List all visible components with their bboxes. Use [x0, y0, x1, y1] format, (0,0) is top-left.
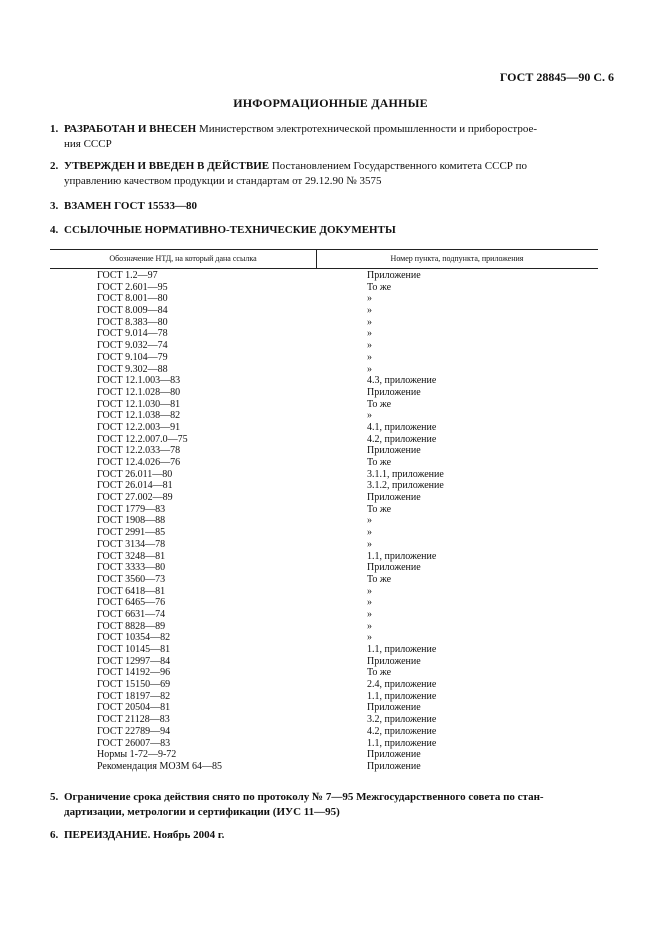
item-heading: ССЫЛОЧНЫЕ НОРМАТИВНО-ТЕХНИЧЕСКИЕ ДОКУМЕНТЫ — [64, 224, 396, 236]
reference-location: Приложение — [367, 702, 421, 714]
table-row — [50, 691, 598, 703]
info-item-3 — [50, 199, 598, 214]
item-text: Постановлением Государственного комитета СССР по — [269, 160, 528, 172]
document-designation: ГОСТ 3560—73 — [97, 573, 166, 585]
reference-location: » — [367, 527, 372, 539]
reference-location: » — [367, 597, 372, 609]
reference-location: Приложение — [367, 562, 421, 574]
table-row — [50, 656, 598, 668]
document-designation: Нормы 1-72—9-72 — [97, 749, 177, 761]
document-designation: ГОСТ 8.383—80 — [97, 316, 168, 328]
item-number: 4. — [50, 224, 59, 236]
reference-location: 3.1.1, приложение — [367, 468, 444, 480]
reference-location: То же — [367, 667, 392, 679]
document-designation: ГОСТ 21128—83 — [97, 714, 170, 726]
table-row — [50, 644, 598, 656]
reference-location: 4.2, приложение — [367, 725, 437, 737]
table-row — [50, 597, 598, 609]
item-text-continued: управлению качеством продукции и стандартам от 29.12.90 № 3575 — [64, 175, 382, 187]
table-row — [50, 364, 598, 376]
document-designation: ГОСТ 27.002—89 — [97, 492, 173, 504]
reference-location: » — [367, 340, 372, 352]
document-designation: ГОСТ 6465—76 — [97, 597, 166, 609]
table-row — [50, 621, 598, 633]
reference-location: 1.1, приложение — [367, 737, 437, 749]
document-designation: ГОСТ 10145—81 — [97, 644, 171, 655]
document-designation: ГОСТ 9.014—78 — [97, 328, 168, 340]
reference-location: Приложение — [367, 270, 421, 281]
item-number: 6. — [50, 829, 59, 841]
reference-location: То же — [367, 281, 392, 293]
document-designation: ГОСТ 3333—80 — [97, 562, 166, 574]
table-row — [50, 352, 598, 364]
reference-location: » — [367, 328, 372, 340]
document-designation: ГОСТ 12.2.033—78 — [97, 445, 181, 457]
reference-location: » — [367, 620, 372, 632]
item-text-continued: ния СССР — [64, 138, 112, 150]
table-row — [50, 702, 598, 714]
reference-location: То же — [367, 398, 392, 410]
document-designation: ГОСТ 26.014—81 — [97, 480, 173, 492]
document-designation: ГОСТ 3134—78 — [97, 538, 166, 550]
reference-location: 2.4, приложение — [367, 679, 437, 691]
reference-location: Приложение — [367, 445, 421, 457]
table-row — [50, 375, 598, 387]
reference-location: То же — [367, 457, 392, 468]
table-row — [50, 434, 598, 446]
reference-location: Приложение — [367, 655, 421, 667]
document-designation: ГОСТ 18197—82 — [97, 690, 171, 702]
document-designation: ГОСТ 12.1.028—80 — [97, 386, 181, 398]
document-designation: ГОСТ 9.104—79 — [97, 351, 168, 363]
table-row — [50, 469, 598, 481]
table-row — [50, 761, 598, 773]
table-row — [50, 609, 598, 621]
reference-location: Приложение — [367, 492, 421, 504]
table-row — [50, 340, 598, 352]
document-designation: ГОСТ 6418—81 — [97, 585, 166, 597]
item-heading: УТВЕРЖДЕН И ВВЕДЕН В ДЕЙСТВИЕ — [64, 160, 270, 172]
item-number: 3. — [50, 200, 59, 212]
table-row — [50, 574, 598, 586]
table-row — [50, 293, 598, 305]
table-row — [50, 445, 598, 457]
info-item-1 — [50, 122, 598, 152]
reference-location: Приложение — [367, 749, 421, 761]
document-designation: ГОСТ 12.4.026—76 — [97, 457, 181, 468]
item-text: ПЕРЕИЗДАНИЕ. Ноябрь 2004 г. — [64, 829, 225, 841]
column-header-document: Обозначение НТД, на который дана ссылка — [109, 254, 257, 263]
reference-location: » — [367, 608, 372, 620]
reference-location: » — [367, 632, 372, 644]
reference-location: 4.1, приложение — [367, 421, 437, 433]
table-row — [50, 387, 598, 399]
table-row — [50, 282, 598, 294]
reference-location: То же — [367, 573, 392, 585]
table-row — [50, 667, 598, 679]
document-designation: ГОСТ 10354—82 — [97, 632, 171, 644]
document-designation: ГОСТ 20504—81 — [97, 702, 171, 714]
table-row — [50, 726, 598, 738]
document-designation: ГОСТ 26007—83 — [97, 737, 171, 749]
info-item-4 — [50, 223, 598, 238]
reference-location: То же — [367, 503, 392, 515]
item-number: 2. — [50, 160, 59, 172]
item-text: Ограничение срока действия снято по протоколу № 7—95 Межгосударственного совета по стан- — [64, 791, 544, 803]
item-text-continued: дартизации, метрологии и сертификации (ИУС 11—95) — [64, 806, 340, 818]
table-row — [50, 422, 598, 434]
table-row — [50, 305, 598, 317]
document-designation: Рекомендация МОЗМ 64—85 — [97, 760, 222, 772]
table-row — [50, 457, 598, 469]
table-row — [50, 270, 598, 282]
table-row — [50, 515, 598, 527]
document-designation: ГОСТ 15150—69 — [97, 679, 171, 691]
table-row — [50, 492, 598, 504]
document-designation: ГОСТ 1908—88 — [97, 515, 166, 527]
table-row — [50, 527, 598, 539]
table-row — [50, 586, 598, 598]
table-row — [50, 317, 598, 329]
section-title: ИНФОРМАЦИОННЫЕ ДАННЫЕ — [233, 96, 428, 110]
document-designation: ГОСТ 1.2—97 — [97, 270, 158, 281]
table-row — [50, 679, 598, 691]
table-row — [50, 738, 598, 750]
table-row — [50, 562, 598, 574]
column-header-reference: Номер пункта, подпункта, приложения — [390, 254, 524, 263]
reference-location: » — [367, 363, 372, 375]
page-header: ГОСТ 28845—90 С. 6 — [499, 70, 614, 84]
reference-location: 3.2, приложение — [367, 714, 437, 726]
info-item-5 — [50, 790, 598, 820]
table-row — [50, 504, 598, 516]
reference-location: 3.1.2, приложение — [367, 480, 444, 492]
item-text: Министерством электротехнической промышленности и приборострое- — [196, 123, 538, 135]
document-designation: ГОСТ 2.601—95 — [97, 281, 168, 293]
table-row — [50, 399, 598, 411]
table-header — [50, 250, 598, 269]
table-row — [50, 632, 598, 644]
reference-location: 1.1, приложение — [367, 644, 437, 655]
document-designation: ГОСТ 6631—74 — [97, 608, 166, 620]
reference-location: » — [367, 410, 372, 422]
table-row — [50, 551, 598, 563]
document-designation: ГОСТ 12.1.030—81 — [97, 398, 181, 410]
table-row — [50, 328, 598, 340]
table-row — [50, 480, 598, 492]
item-heading: ВЗАМЕН ГОСТ 15533—80 — [64, 200, 198, 212]
reference-location: » — [367, 538, 372, 550]
reference-location: 4.2, приложение — [367, 433, 437, 445]
document-designation: ГОСТ 3248—81 — [97, 550, 166, 562]
document-designation: ГОСТ 9.032—74 — [97, 340, 168, 352]
document-designation: ГОСТ 8.009—84 — [97, 305, 168, 317]
document-designation: ГОСТ 12997—84 — [97, 655, 171, 667]
reference-location: » — [367, 316, 372, 328]
reference-location: » — [367, 515, 372, 527]
table-body — [50, 269, 598, 773]
info-item-2 — [50, 159, 598, 189]
document-designation: ГОСТ 22789—94 — [97, 725, 171, 737]
document-designation: ГОСТ 12.2.003—91 — [97, 421, 181, 433]
reference-location: Приложение — [367, 386, 421, 398]
reference-location: Приложение — [367, 760, 421, 772]
document-designation: ГОСТ 8.001—80 — [97, 293, 168, 305]
document-designation: ГОСТ 12.2.007.0—75 — [97, 433, 188, 445]
reference-location: 1.1, приложение — [367, 550, 437, 562]
table-row — [50, 714, 598, 726]
item-number: 1. — [50, 123, 59, 135]
document-designation: ГОСТ 9.302—88 — [97, 363, 168, 375]
reference-location: 1.1, приложение — [367, 690, 437, 702]
reference-location: » — [367, 305, 372, 317]
item-heading: РАЗРАБОТАН И ВНЕСЕН — [64, 123, 197, 135]
reference-location: 4.3, приложение — [367, 375, 437, 387]
reference-location: » — [367, 351, 372, 363]
reference-location: » — [367, 585, 372, 597]
reference-documents-table — [50, 249, 598, 773]
document-designation: ГОСТ 12.1.038—82 — [97, 410, 181, 422]
table-row — [50, 749, 598, 761]
item-number: 5. — [50, 791, 59, 803]
document-designation: ГОСТ 1779—83 — [97, 503, 166, 515]
table-row — [50, 539, 598, 551]
info-item-6 — [50, 828, 598, 843]
document-designation: ГОСТ 8828—89 — [97, 620, 166, 632]
document-designation: ГОСТ 12.1.003—83 — [97, 375, 181, 387]
document-designation: ГОСТ 26.011—80 — [97, 468, 173, 480]
document-designation: ГОСТ 14192—96 — [97, 667, 171, 679]
table-row — [50, 410, 598, 422]
document-designation: ГОСТ 2991—85 — [97, 527, 166, 539]
reference-location: » — [367, 293, 372, 305]
